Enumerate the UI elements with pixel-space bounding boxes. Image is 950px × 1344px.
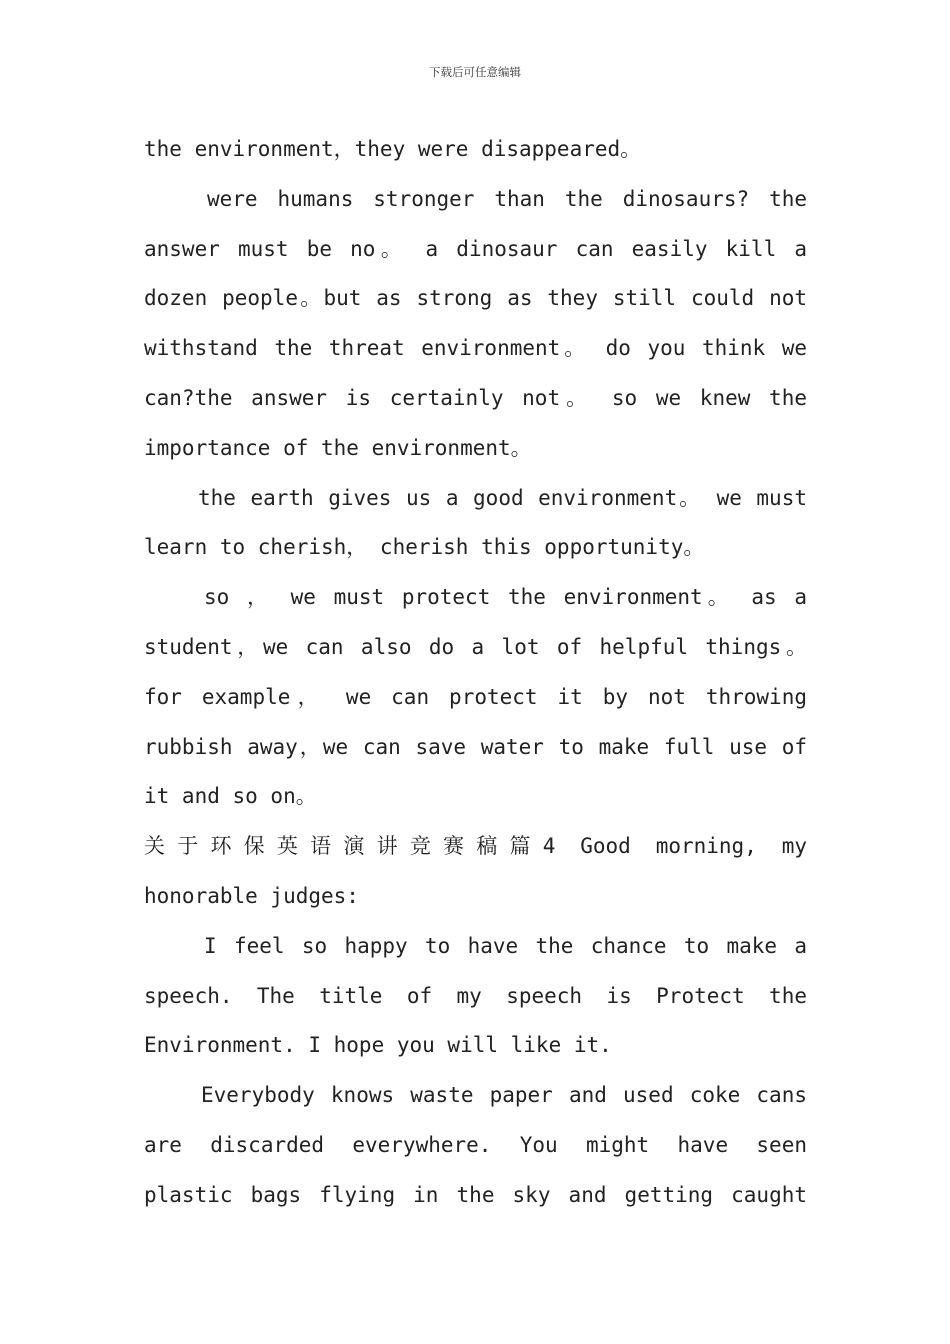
- body-text: [144, 125, 807, 1221]
- text-line: rubbish away，we can save water to make full use of: [144, 734, 807, 759]
- text-line: so ， we must protect the environment。 as a: [204, 585, 807, 610]
- text-line: I feel so happy to have the chance to make a: [204, 933, 807, 958]
- text-line: withstand the threat environment。 do you think we: [144, 336, 807, 361]
- text-line: importance of the environment。: [144, 435, 532, 460]
- text-line: dozen people。but as strong as they still could not: [144, 286, 807, 311]
- text-line: the earth gives us a good environment。 we must: [198, 485, 807, 510]
- section-title-line: 关于环保英语演讲竞赛稿篇4 Good morning, my: [144, 834, 807, 859]
- text-line: for example， we can protect it by not throwing: [144, 684, 807, 709]
- text-line: student，we can also do a lot of helpful things。: [144, 634, 807, 659]
- text-line: speech. The title of my speech is Protect the: [144, 983, 807, 1008]
- text-line: can?the answer is certainly not。 so we knew the: [144, 385, 807, 410]
- text-line: are discarded everywhere. You might have seen: [144, 1132, 807, 1157]
- text-line: it and so on。: [144, 784, 317, 809]
- text-line: plastic bags flying in the sky and getting caught: [144, 1182, 807, 1207]
- page-header: 下载后可任意编辑: [429, 65, 521, 79]
- text-line: Environment. I hope you will like it.: [144, 1033, 612, 1058]
- text-line: honorable judges:: [144, 883, 359, 908]
- text-line: answer must be no。 a dinosaur can easily kill a: [144, 236, 807, 261]
- text-line: were humans stronger than the dinosaurs? the: [207, 186, 807, 211]
- text-line: Everybody knows waste paper and used coke cans: [201, 1083, 807, 1108]
- text-line: the environment，they were disappeared。: [144, 137, 642, 161]
- text-line: learn to cherish， cherish this opportunity。: [144, 535, 705, 560]
